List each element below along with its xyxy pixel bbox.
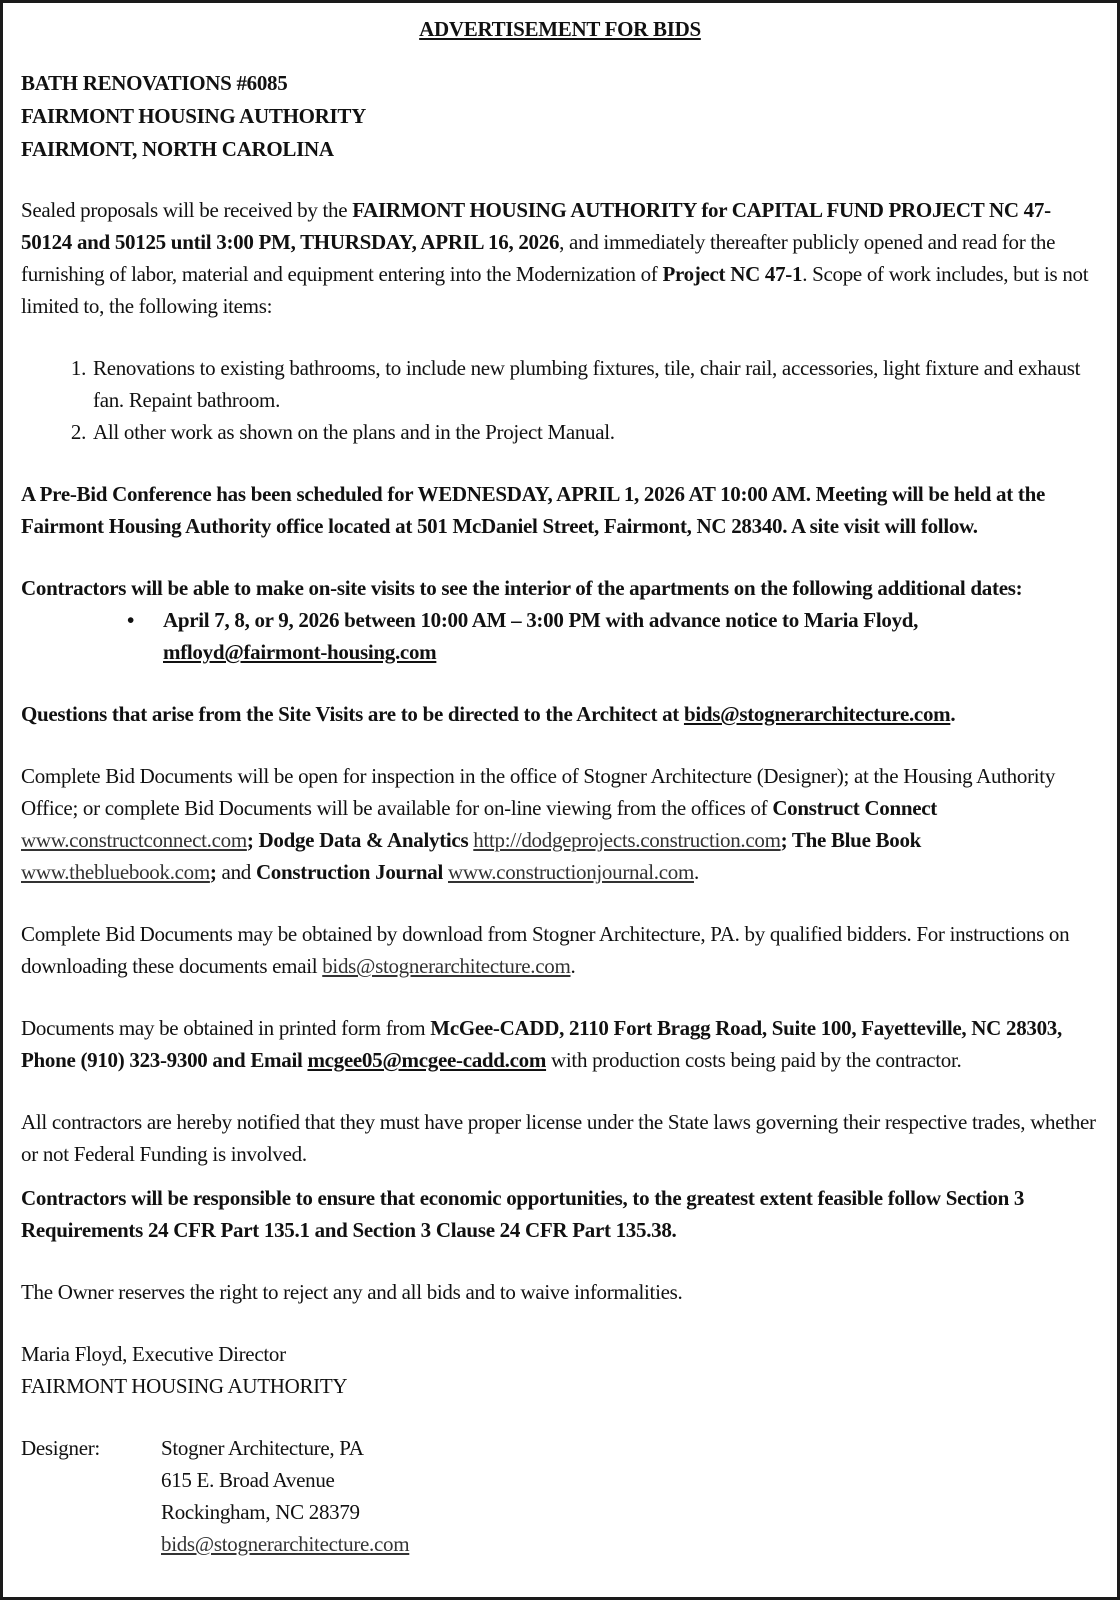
thebluebook-link[interactable]: www.thebluebook.com bbox=[21, 860, 210, 884]
site-visits-intro: Contractors will be able to make on-site visits to see the interior of the apartments on the following additional dates: bbox=[21, 576, 1023, 600]
mcgee-cadd-info: McGee-CADD, 2110 Fort Bragg Road, Suite 100, Fayetteville, NC 28303, Phone (910) 323-9300 and Email bbox=[21, 1016, 1062, 1072]
designer-name: Stogner Architecture, PA bbox=[161, 1436, 364, 1460]
designer-street: 615 E. Broad Avenue bbox=[161, 1468, 335, 1492]
license-paragraph: All contractors are hereby notified that they must have proper license under the State laws governing their respective trades, whether or not Federal Funding is involved. bbox=[21, 1110, 1096, 1166]
scope-list bbox=[21, 352, 1099, 448]
project-name: BATH RENOVATIONS #6085 bbox=[21, 71, 288, 95]
signoff-name: Maria Floyd, Executive Director bbox=[21, 1342, 286, 1366]
site-visit-item bbox=[127, 604, 1099, 668]
scope-item: 1. Renovations to existing bathrooms, to include new plumbing fixtures, tile, chair rail, accessories, light fixture and exhaust fan. Repaint bathroom. bbox=[91, 352, 1099, 416]
mcgee-email-link[interactable]: mcgee05@mcgee-cadd.com bbox=[307, 1048, 547, 1072]
project-heading bbox=[21, 67, 1099, 166]
constructionjournal-link[interactable]: www.constructionjournal.com bbox=[448, 860, 694, 884]
owner-rights-paragraph: The Owner reserves the right to reject any and all bids and to waive informalities. bbox=[21, 1280, 683, 1304]
designer-email-link[interactable]: bids@stognerarchitecture.com bbox=[161, 1532, 410, 1556]
printed-text-2: with production costs being paid by the contractor. bbox=[546, 1048, 962, 1072]
signoff-block bbox=[21, 1338, 1099, 1402]
inspection-text-1: Complete Bid Documents will be open for inspection in the office of Stogner Architecture (Designer); at the Housing Authority Office; or complete Bid Documents will be available for on-line viewing from the offices of bbox=[21, 764, 1056, 820]
site-visits-section bbox=[21, 572, 1099, 668]
intro-text-1: Sealed proposals will be received by the bbox=[21, 198, 353, 222]
bid-docs-download-paragraph bbox=[21, 918, 1099, 982]
construction-journal-label: Construction Journal bbox=[255, 860, 444, 884]
printed-text-1: Documents may be obtained in printed form from bbox=[21, 1016, 431, 1040]
scope-item: 2. All other work as shown on the plans and in the Project Manual. bbox=[91, 416, 1099, 448]
signoff-org: FAIRMONT HOUSING AUTHORITY bbox=[21, 1374, 348, 1398]
semicolon: ; bbox=[209, 860, 217, 884]
inspection-text-2: and bbox=[216, 860, 256, 884]
constructconnect-link[interactable]: www.constructconnect.com bbox=[21, 828, 247, 852]
intro-bold-2: Project NC 47-1 bbox=[662, 262, 803, 286]
designer-label: Designer: bbox=[21, 1436, 100, 1460]
questions-end: . bbox=[950, 702, 956, 726]
dodge-link[interactable]: http://dodgeprojects.construction.com bbox=[473, 828, 781, 852]
download-end: . bbox=[570, 954, 576, 978]
prebid-conference-paragraph: A Pre-Bid Conference has been scheduled for WEDNESDAY, APRIL 1, 2026 AT 10:00 AM. Meeting will be held at the Fairmont Housing Authority office located at 501 McDaniel Street, Fairmont, NC 28340. A site visit will follow. bbox=[21, 482, 1045, 538]
mfloyd-email-link[interactable]: mfloyd@fairmont-housing.com bbox=[163, 640, 437, 664]
printed-docs-paragraph bbox=[21, 1012, 1099, 1076]
download-email-link[interactable]: bids@stognerarchitecture.com bbox=[322, 954, 571, 978]
designer-block bbox=[21, 1432, 1099, 1560]
questions-text: Questions that arise from the Site Visits are to be directed to the Architect at bbox=[21, 702, 684, 726]
bid-docs-inspection-paragraph bbox=[21, 760, 1099, 888]
construct-connect-label: Construct Connect bbox=[772, 796, 937, 820]
authority-location: FAIRMONT, NORTH CAROLINA bbox=[21, 137, 334, 161]
intro-paragraph bbox=[21, 194, 1099, 322]
intro-text-3: . Scope of work includes, but is not limited to, the following items: bbox=[21, 262, 1089, 318]
intro-bold-1: FAIRMONT HOUSING AUTHORITY for CAPITAL FUND PROJECT NC 47-50124 and 50125 until 3:00 PM, THURSDAY, APRIL 16, 2026 bbox=[21, 198, 1051, 254]
download-text: Complete Bid Documents may be obtained by download from Stogner Architecture, PA. by qualified bidders. For instructions on downloading these documents email bbox=[21, 922, 1070, 978]
architect-email-link[interactable]: bids@stognerarchitecture.com bbox=[683, 702, 951, 726]
authority-name: FAIRMONT HOUSING AUTHORITY bbox=[21, 104, 366, 128]
blue-book-label: ; The Blue Book bbox=[780, 828, 922, 852]
dodge-label: ; Dodge Data & Analytics bbox=[246, 828, 469, 852]
designer-city: Rockingham, NC 28379 bbox=[161, 1500, 360, 1524]
section3-paragraph: Contractors will be responsible to ensure that economic opportunities, to the greatest extent feasible follow Section 3 Requirements 24 CFR Part 135.1 and Section 3 Clause 24 CFR Part 135.38. bbox=[21, 1186, 1025, 1242]
site-visit-text: April 7, 8, or 9, 2026 between 10:00 AM – 3:00 PM with advance notice to Maria Floyd, bbox=[163, 608, 919, 632]
questions-paragraph bbox=[21, 698, 1099, 730]
designer-address bbox=[161, 1432, 409, 1560]
bullet-icon: • bbox=[127, 608, 135, 632]
site-visits-list bbox=[21, 604, 1099, 668]
document-title: ADVERTISEMENT FOR BIDS bbox=[419, 17, 701, 41]
inspection-end: . bbox=[693, 860, 699, 884]
intro-text-2: , and immediately thereafter publicly opened and read for the furnishing of labor, material and equipment entering into the Modernization of bbox=[21, 230, 1056, 286]
